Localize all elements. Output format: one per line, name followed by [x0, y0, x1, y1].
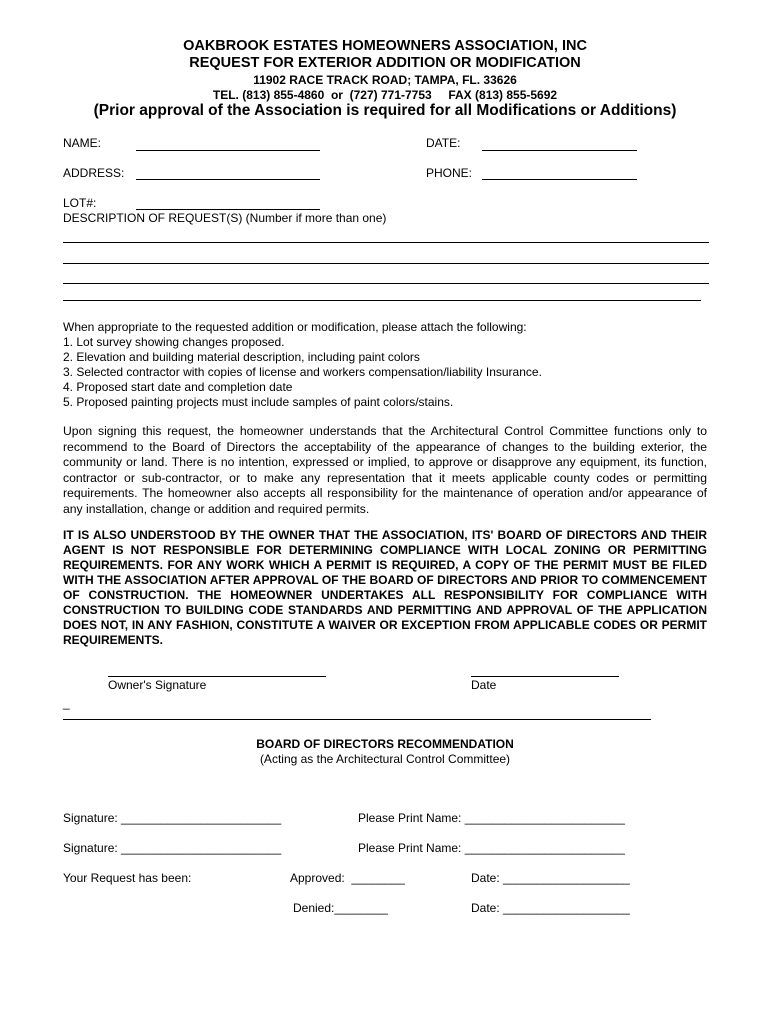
underscore-mark: _: [63, 696, 70, 710]
attachments-section: [63, 320, 713, 410]
terms-paragraph: Upon signing this request, the homeowner understands that the Architectural Control Committee functions only to recommend to the Board of Directors the acceptability of the appearance of changes to the building exterior, the community or land. There is no intention, expressed or implied, to approve or disapprove any equipment, its function, contractor or sub-contractor, or to make any representation that it meets applicable county codes or permitting requirements. The homeowner also accepts all responsibility for the maintenance of operation and/or appearance of any installation, change or addition and required permits.: [63, 424, 707, 516]
board-signature-1[interactable]: Signature: ________________________: [63, 811, 282, 825]
section-divider: [63, 719, 651, 720]
owner-signature-field[interactable]: [108, 676, 326, 677]
owner-signature-label: Owner's Signature: [108, 678, 207, 692]
list-item: 5. Proposed painting projects must include samples of paint colors/stains.: [63, 395, 454, 409]
list-item: 2. Elevation and building material description, including paint colors: [63, 350, 420, 364]
board-print-name-1[interactable]: Please Print Name: ________________________: [358, 811, 625, 825]
description-line-4[interactable]: [63, 300, 701, 301]
lot-label: LOT#:: [63, 196, 97, 210]
approval-notice: (Prior approval of the Association is required for all Modifications or Additions): [93, 102, 677, 119]
lot-field[interactable]: [136, 209, 320, 210]
org-contact: TEL. (813) 855-4860 or (727) 771-7753 FAX (813) 855-5692: [212, 88, 558, 102]
list-item: 3. Selected contractor with copies of license and workers compensation/liability Insurance.: [63, 365, 542, 379]
liability-paragraph: IT IS ALSO UNDERSTOOD BY THE OWNER THAT THE ASSOCIATION, ITS' BOARD OF DIRECTORS AND THEIR AGENT IS NOT RESPONSIBLE FOR DETERMINING COMPLIANCE WITH LOCAL ZONING OR PERMITTING REQUIREMENTS. FOR ANY WORK WHICH A PERMIT IS REQUIRED, A COPY OF THE PERMIT MUST BE FILED WITH THE ASSOCIATION AFTER APPROVAL OF THE BOARD OF DIRECTORS AND PRIOR TO COMMENCEMENT OF CONSTRUCTION. THE HOMEOWNER UNDERTAKES ALL RESPONSIBILITY FOR COMPLIANCE WITH CONSTRUCTION TO BUILDING CODE STANDARDS AND PERMITTING AND APPROVAL OF THE APPLICATION DOES NOT, IN ANY FASHION, CONSTITUTE A WAIVER OR EXCEPTION FROM APPLICABLE CODES OR PERMIT REQUIREMENTS.: [63, 528, 707, 647]
request-status-label: Your Request has been:: [63, 871, 192, 885]
phone-label: PHONE:: [426, 166, 473, 180]
board-print-name-2[interactable]: Please Print Name: ________________________: [358, 841, 625, 855]
approved-date-field[interactable]: Date: ___________________: [471, 871, 630, 885]
board-signature-2[interactable]: Signature: ________________________: [63, 841, 282, 855]
owner-date-label: Date: [471, 678, 497, 692]
description-label: DESCRIPTION OF REQUEST(S) (Number if more than one): [63, 211, 387, 225]
form-title: REQUEST FOR EXTERIOR ADDITION OR MODIFICATION: [189, 55, 581, 71]
attachments-intro: When appropriate to the requested addition or modification, please attach the following:: [63, 320, 527, 334]
description-line-1[interactable]: [63, 242, 709, 243]
org-address: 11902 RACE TRACK ROAD; TAMPA, FL. 33626: [253, 73, 517, 87]
date-label: DATE:: [426, 136, 461, 150]
list-item: 1. Lot survey showing changes proposed.: [63, 335, 285, 349]
approved-field[interactable]: Approved: ________: [290, 871, 405, 885]
address-field[interactable]: [136, 179, 320, 180]
owner-date-field[interactable]: [471, 676, 619, 677]
denied-field[interactable]: Denied:________: [293, 901, 388, 915]
description-line-2[interactable]: [63, 263, 709, 264]
list-item: 4. Proposed start date and completion date: [63, 380, 293, 394]
phone-field[interactable]: [482, 179, 637, 180]
board-subtitle: (Acting as the Architectural Control Committee): [259, 752, 511, 766]
org-name: OAKBROOK ESTATES HOMEOWNERS ASSOCIATION, INC: [183, 38, 587, 54]
date-field[interactable]: [482, 150, 637, 151]
board-title: BOARD OF DIRECTORS RECOMMENDATION: [256, 737, 514, 751]
denied-date-field[interactable]: Date: ___________________: [471, 901, 630, 915]
address-label: ADDRESS:: [63, 166, 125, 180]
description-line-3[interactable]: [63, 283, 709, 284]
name-field[interactable]: [136, 150, 320, 151]
name-label: NAME:: [63, 136, 102, 150]
